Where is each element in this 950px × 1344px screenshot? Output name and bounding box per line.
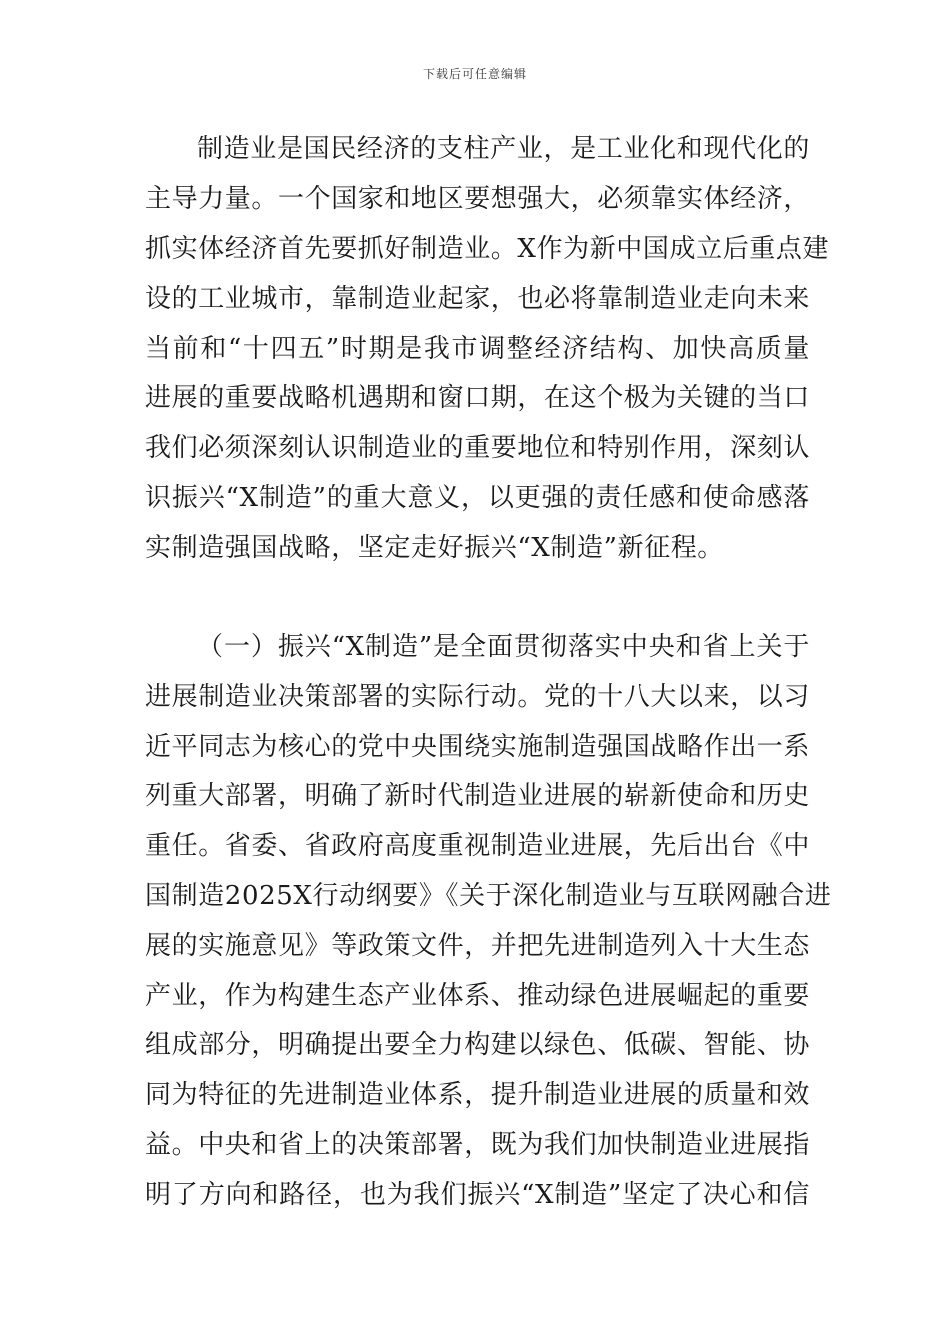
paragraph-2-line-4: 列重大部署，明确了新时代制造业进展的崭新使命和历史 (145, 781, 811, 811)
paragraph-2-line-8: 产业，作为构建生态产业体系、推动绿色进展崛起的重要 (145, 981, 811, 1011)
paragraph-2-line-7: 展的实施意见》等政策文件，并把先进制造列入十大生态 (145, 931, 811, 961)
paragraph-1-line-5: 当前和“十四五”时期是我市调整经济结构、加快高质量 (145, 334, 810, 364)
paragraph-2-line-11: 益。中央和省上的决策部署，既为我们加快制造业进展指 (145, 1130, 811, 1160)
paragraph-2-line-2: 进展制造业决策部署的实际行动。党的十八大以来，以习 (145, 682, 811, 712)
paragraph-1-line-2: 主导力量。一个国家和地区要想强大，必须靠实体经济， (145, 184, 811, 214)
paragraph-2-line-5: 重任。省委、省政府高度重视制造业进展，先后出台《中 (145, 831, 811, 861)
paragraph-2-line-1: （一）振兴“X制造”是全面贯彻落实中央和省上关于 (197, 632, 810, 662)
paragraph-2-line-3: 近平同志为核心的党中央围绕实施制造强国战略作出一系 (145, 732, 811, 762)
paragraph-1-line-4: 设的工业城市，靠制造业起家，也必将靠制造业走向未来 (145, 284, 811, 314)
paragraph-1-line-8: 识振兴“X制造”的重大意义，以更强的责任感和使命感落 (145, 483, 810, 513)
paragraph-1-line-9: 实制造强国战略，坚定走好振兴“X制造”新征程。 (145, 533, 724, 563)
paragraph-1-line-6: 进展的重要战略机遇期和窗口期，在这个极为关键的当口 (145, 383, 811, 413)
page-header: 下载后可任意编辑 (422, 67, 527, 81)
paragraph-2-line-6: 国制造2025X行动纲要》《关于深化制造业与互联网融合进 (145, 881, 832, 911)
paragraph-1-line-7: 我们必须深刻认识制造业的重要地位和特别作用，深刻认 (145, 433, 811, 463)
paragraph-1-line-3: 抓实体经济首先要抓好制造业。X作为新中国成立后重点建 (145, 234, 830, 264)
paragraph-2-line-9: 组成部分，明确提出要全力构建以绿色、低碳、智能、协 (145, 1030, 811, 1060)
paragraph-1-line-1: 制造业是国民经济的支柱产业，是工业化和现代化的 (197, 134, 810, 164)
paragraph-2-line-10: 同为特征的先进制造业体系，提升制造业进展的质量和效 (145, 1080, 811, 1110)
paragraph-2-line-12: 明了方向和路径，也为我们振兴“X制造”坚定了决心和信 (145, 1180, 810, 1210)
